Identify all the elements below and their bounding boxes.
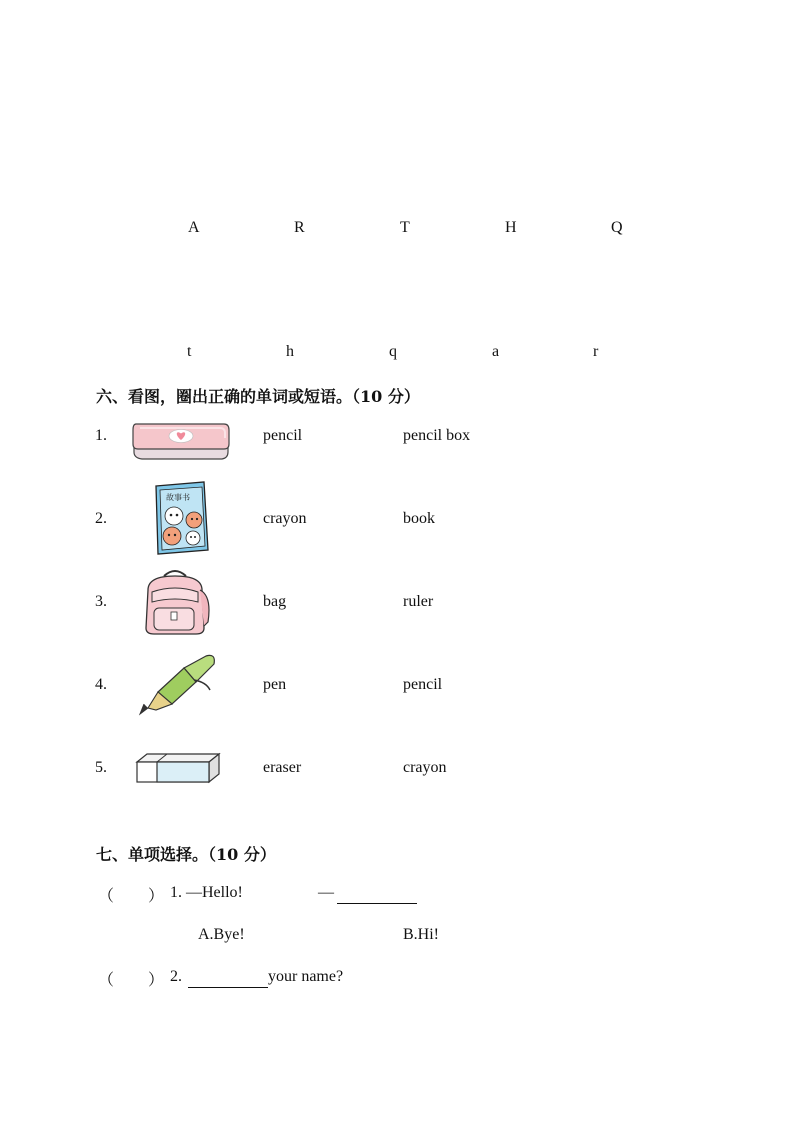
- letter-lower-5: r: [593, 343, 599, 360]
- option-b[interactable]: book: [403, 510, 435, 527]
- book-title: 故事书: [166, 493, 190, 502]
- reply-dash: —: [318, 884, 334, 901]
- question-text: your name?: [268, 968, 344, 985]
- question-number: 2.: [170, 968, 182, 985]
- letter-upper-1: A: [188, 219, 200, 236]
- option-b[interactable]: crayon: [403, 759, 447, 776]
- option-a[interactable]: crayon: [263, 510, 307, 527]
- answer-blank[interactable]: [188, 968, 268, 988]
- letter-upper-5: Q: [611, 219, 623, 236]
- letter-upper-4: H: [505, 219, 517, 236]
- item-number: 4.: [95, 676, 107, 693]
- item-number: 5.: [95, 759, 107, 776]
- answer-blank[interactable]: [337, 884, 417, 904]
- option-b[interactable]: pencil box: [403, 427, 471, 444]
- answer-paren-open: （: [98, 888, 115, 905]
- option-b[interactable]: ruler: [403, 593, 434, 610]
- answer-paren-close: ）: [148, 888, 165, 905]
- option-b[interactable]: B.Hi!: [403, 926, 439, 943]
- question-text: 1. —Hello!: [170, 884, 243, 901]
- option-a[interactable]: pen: [263, 676, 287, 693]
- item-number: 3.: [95, 593, 107, 610]
- item-number: 2.: [95, 510, 107, 527]
- answer-paren-close: ）: [148, 972, 165, 989]
- letter-upper-2: R: [294, 219, 305, 236]
- item-number: 1.: [95, 427, 107, 444]
- section7-heading: 七、单项选择。（10 分）: [96, 845, 276, 864]
- answer-paren-open: （: [98, 972, 115, 989]
- option-a[interactable]: pencil: [263, 427, 303, 444]
- letter-lower-3: q: [389, 343, 397, 360]
- option-a[interactable]: A.Bye!: [198, 926, 245, 943]
- option-b[interactable]: pencil: [403, 676, 443, 693]
- letter-lower-4: a: [492, 343, 500, 360]
- option-a[interactable]: bag: [263, 593, 287, 610]
- eraser-icon: [133, 752, 223, 786]
- letter-lower-1: t: [187, 343, 192, 360]
- section6-heading: 六、看图，圈出正确的单词或短语。（10 分）: [96, 387, 420, 406]
- bag-icon: [138, 566, 212, 638]
- pencil-box-icon: [130, 418, 232, 466]
- letter-lower-2: h: [286, 343, 294, 360]
- book-icon: [152, 480, 210, 556]
- option-a[interactable]: eraser: [263, 759, 302, 776]
- pen-icon: [136, 654, 218, 716]
- letter-upper-3: T: [400, 219, 410, 236]
